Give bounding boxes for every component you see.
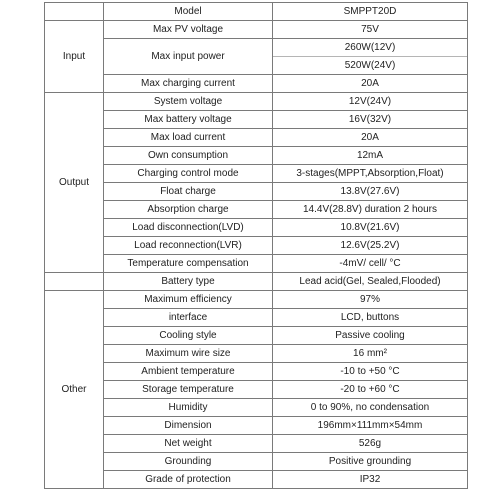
value-cell: 196mm×111mm×54mm [273, 417, 468, 435]
table-row [45, 219, 468, 237]
table-row [45, 111, 468, 129]
table-row [45, 291, 468, 309]
value-cell: Positive grounding [273, 453, 468, 471]
param-cell: Max PV voltage [104, 21, 273, 39]
table-row [45, 201, 468, 219]
table-row [45, 183, 468, 201]
param-cell: Temperature compensation [104, 255, 273, 273]
param-cell: Cooling style [104, 327, 273, 345]
value-cell: LCD, buttons [273, 309, 468, 327]
param-cell: interface [104, 309, 273, 327]
value-cell: 0 to 90%, no condensation [273, 399, 468, 417]
param-cell: Absorption charge [104, 201, 273, 219]
group-cell-empty [45, 3, 104, 21]
value-cell: 3-stages(MPPT,Absorption,Float) [273, 165, 468, 183]
table-row [45, 237, 468, 255]
param-cell: Grade of protection [104, 471, 273, 489]
param-cell: Model [104, 3, 273, 21]
specification-table [44, 2, 468, 489]
value-line: 260W(12V) [344, 42, 396, 53]
param-cell: Own consumption [104, 147, 273, 165]
table-row [45, 453, 468, 471]
value-cell-multi [273, 39, 468, 75]
value-cell: -20 to +60 °C [273, 381, 468, 399]
param-cell: Max charging current [104, 75, 273, 93]
value-cell: 12.6V(25.2V) [273, 237, 468, 255]
table-row [45, 129, 468, 147]
param-cell: System voltage [104, 93, 273, 111]
param-cell: Net weight [104, 435, 273, 453]
table-row [45, 3, 468, 21]
value-cell: 16 mm² [273, 345, 468, 363]
group-label-other: Other [45, 291, 104, 489]
table-row [45, 381, 468, 399]
param-cell: Battery type [104, 273, 273, 291]
table-row [45, 39, 468, 75]
group-label-output: Output [45, 93, 104, 273]
table-row [45, 255, 468, 273]
table-row [45, 273, 468, 291]
value-cell: -4mV/ cell/ °C [273, 255, 468, 273]
param-cell: Ambient temperature [104, 363, 273, 381]
param-cell: Max battery voltage [104, 111, 273, 129]
value-cell: 14.4V(28.8V) duration 2 hours [273, 201, 468, 219]
value-cell: 526g [273, 435, 468, 453]
param-cell: Max load current [104, 129, 273, 147]
value-cell: SMPPT20D [273, 3, 468, 21]
table-row [45, 327, 468, 345]
param-cell: Load reconnection(LVR) [104, 237, 273, 255]
value-cell: 13.8V(27.6V) [273, 183, 468, 201]
value-cell: 16V(32V) [273, 111, 468, 129]
value-cell: 20A [273, 129, 468, 147]
table-row [45, 147, 468, 165]
table-row [45, 21, 468, 39]
value-cell: Passive cooling [273, 327, 468, 345]
table-row [45, 471, 468, 489]
table-row [45, 363, 468, 381]
param-cell: Maximum efficiency [104, 291, 273, 309]
param-cell: Grounding [104, 453, 273, 471]
group-cell-empty [45, 273, 104, 291]
table-row [45, 399, 468, 417]
value-cell: 12mA [273, 147, 468, 165]
param-cell: Load disconnection(LVD) [104, 219, 273, 237]
table-row [45, 345, 468, 363]
param-cell: Max input power [104, 39, 273, 75]
param-cell: Humidity [104, 399, 273, 417]
param-cell: Charging control mode [104, 165, 273, 183]
table-row [45, 93, 468, 111]
value-cell: -10 to +50 °C [273, 363, 468, 381]
param-cell: Float charge [104, 183, 273, 201]
param-cell: Dimension [104, 417, 273, 435]
value-cell: IP32 [273, 471, 468, 489]
group-label-input: Input [45, 21, 104, 93]
value-cell: Lead acid(Gel, Sealed,Flooded) [273, 273, 468, 291]
value-cell: 10.8V(21.6V) [273, 219, 468, 237]
value-cell: 75V [273, 21, 468, 39]
param-cell: Storage temperature [104, 381, 273, 399]
value-cell: 97% [273, 291, 468, 309]
value-cell: 20A [273, 75, 468, 93]
value-line: 520W(24V) [344, 60, 396, 71]
value-cell: 12V(24V) [273, 93, 468, 111]
table-row [45, 165, 468, 183]
table-row [45, 309, 468, 327]
table-row [45, 435, 468, 453]
param-cell: Maximum wire size [104, 345, 273, 363]
table-row [45, 75, 468, 93]
table-row [45, 417, 468, 435]
